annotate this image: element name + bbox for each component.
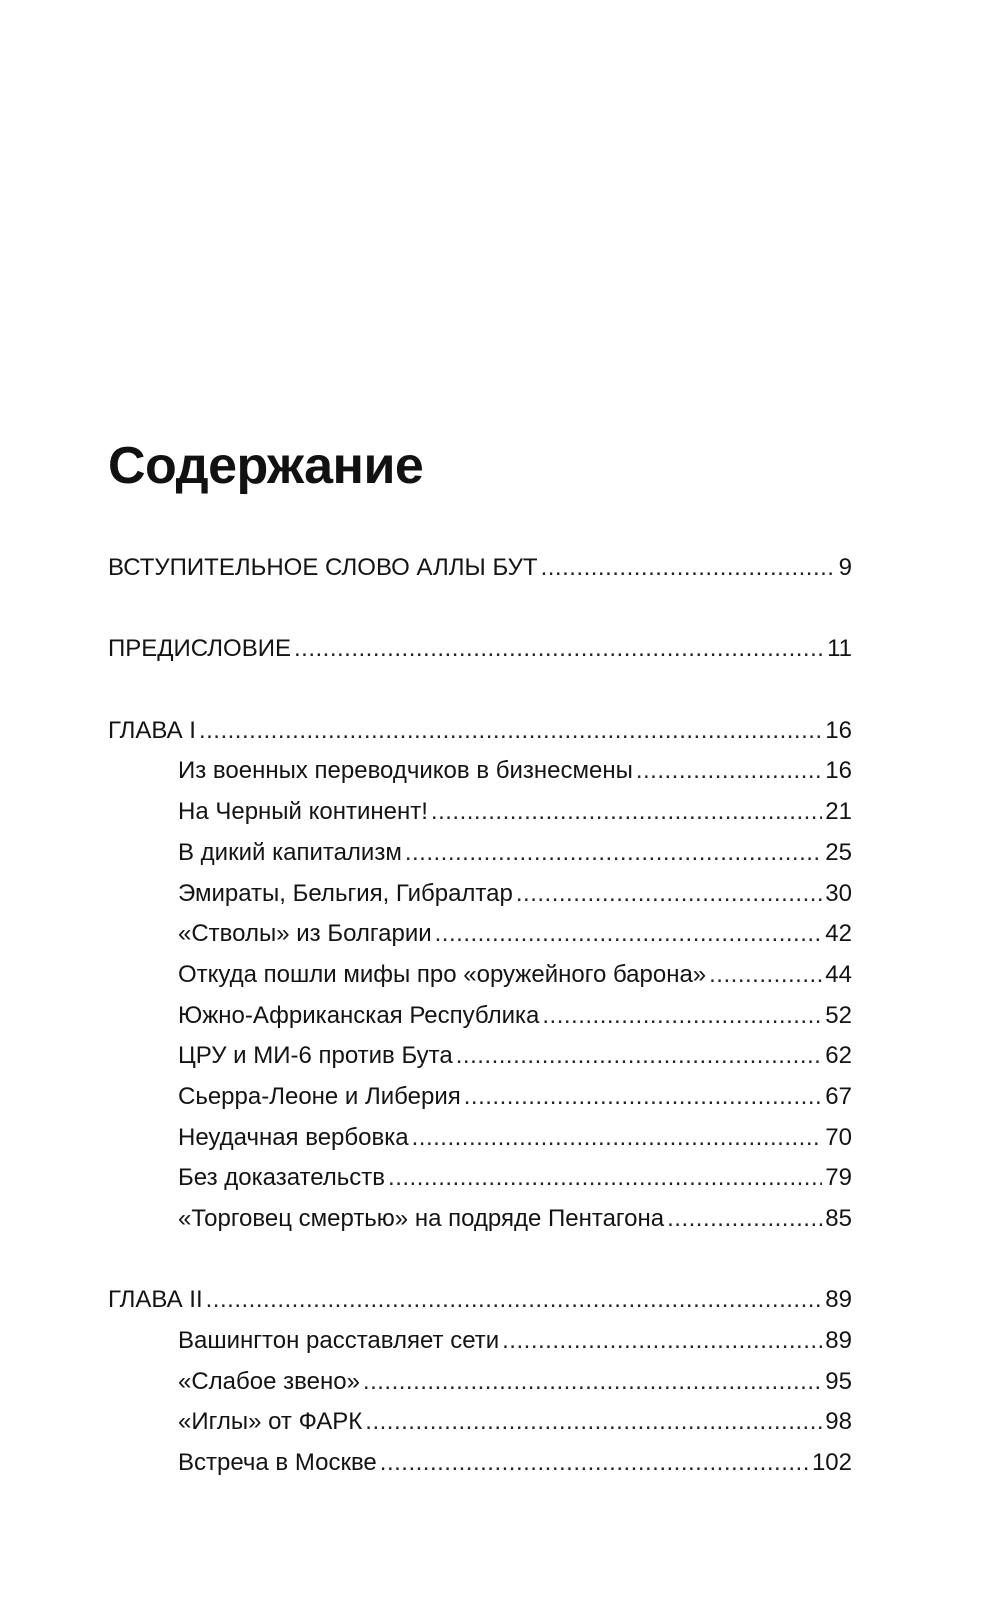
toc-entry-label: «Торговец смертью» на подряде Пентагона <box>178 1205 665 1232</box>
dot-leader <box>709 955 822 996</box>
toc-subentry <box>108 1402 852 1443</box>
dot-leader <box>412 1118 823 1159</box>
toc-subentry <box>108 874 852 915</box>
toc-subentry <box>108 1158 852 1199</box>
dot-leader <box>405 833 822 874</box>
toc-entry-label: Из военных переводчиков в бизнесмены <box>178 757 633 785</box>
toc-entry-label: «Иглы» от ФАРК <box>178 1408 363 1436</box>
dot-leader <box>388 1158 822 1199</box>
toc-entry-label: ВСТУПИТЕЛЬНОЕ СЛОВО АЛЛЫ БУТ <box>108 554 538 581</box>
toc-entry-label: Встреча в Москве <box>178 1449 377 1477</box>
page-title: Содержание <box>108 437 424 495</box>
toc-subentry <box>108 1443 852 1484</box>
toc-subentry <box>108 996 852 1037</box>
toc-page-number: 85 <box>825 1205 852 1232</box>
dot-leader <box>363 1362 822 1403</box>
dot-leader <box>542 996 822 1037</box>
dot-leader <box>431 792 822 833</box>
toc-page-number: 102 <box>811 1449 852 1477</box>
toc-entry-label: «Слабое звено» <box>178 1367 360 1395</box>
toc-subentry <box>108 1077 852 1118</box>
toc-entry-label: В дикий капитализм <box>178 838 402 866</box>
toc-entry-label: Неудачная вербовка <box>178 1123 409 1151</box>
toc-subentry <box>108 914 852 955</box>
toc-page-number: 16 <box>825 716 852 744</box>
toc-entry-label: Без доказательств <box>178 1164 386 1192</box>
dot-leader <box>516 874 822 915</box>
toc-subentry <box>108 833 852 874</box>
toc-page-number: 70 <box>825 1123 852 1151</box>
toc-entry-label: Эмираты, Бельгия, Гибралтар <box>178 879 513 907</box>
table-of-contents <box>108 548 852 1484</box>
toc-page-number: 67 <box>825 1082 852 1110</box>
toc-page-number: 98 <box>825 1408 852 1436</box>
toc-subentry <box>108 1362 852 1403</box>
toc-entry-label: ПРЕДИСЛОВИЕ <box>108 635 291 663</box>
toc-subentry <box>108 1321 852 1362</box>
toc-page-number: 62 <box>825 1042 852 1070</box>
toc-subentry <box>108 955 852 996</box>
dot-leader <box>541 548 836 589</box>
toc-subentry <box>108 1036 852 1077</box>
toc-chapter-entry <box>108 711 852 752</box>
dot-leader <box>456 1036 823 1077</box>
toc-page-number: 44 <box>825 960 852 988</box>
toc-entry <box>108 548 852 589</box>
dot-leader <box>206 1280 823 1321</box>
toc-entry <box>108 629 852 670</box>
dot-leader <box>380 1443 809 1484</box>
toc-page-number: 89 <box>825 1327 852 1355</box>
toc-page-number: 42 <box>825 920 852 948</box>
toc-subentry <box>108 1118 852 1159</box>
toc-page-number: 16 <box>825 757 852 785</box>
toc-page-number: 89 <box>825 1286 852 1314</box>
dot-leader <box>435 914 823 955</box>
toc-entry-label: Откуда пошли мифы про «оружейного барона» <box>178 960 707 988</box>
dot-leader <box>667 1199 822 1240</box>
toc-entry-label: ЦРУ и МИ-6 против Бута <box>178 1042 453 1070</box>
toc-entry-label: На Черный континент! <box>178 798 428 826</box>
toc-entry-label: Южно-Африканская Республика <box>178 1001 540 1029</box>
toc-page-number: 11 <box>827 635 852 663</box>
dot-leader <box>365 1402 822 1443</box>
toc-page-number: 52 <box>825 1001 852 1029</box>
toc-page-number: 95 <box>825 1367 852 1395</box>
toc-entry-label: Сьерра-Леоне и Либерия <box>178 1082 461 1110</box>
toc-entry-label: Вашингтон расставляет сети <box>178 1327 500 1355</box>
toc-entry-label: ГЛАВА II <box>108 1286 203 1314</box>
toc-entry-label: «Стволы» из Болгарии <box>178 920 432 948</box>
dot-leader <box>636 751 822 792</box>
toc-chapter-entry <box>108 1280 852 1321</box>
toc-subentry <box>108 792 852 833</box>
dot-leader <box>502 1321 822 1362</box>
dot-leader <box>464 1077 823 1118</box>
toc-subentry <box>108 751 852 792</box>
dot-leader <box>294 629 824 670</box>
toc-page-number: 21 <box>825 798 852 826</box>
dot-leader <box>199 711 822 752</box>
toc-entry-label: ГЛАВА I <box>108 716 196 744</box>
toc-subentry <box>108 1199 852 1240</box>
toc-page-number: 25 <box>825 838 852 866</box>
toc-page-number: 9 <box>838 554 852 581</box>
toc-page-number: 30 <box>825 879 852 907</box>
toc-page-number: 79 <box>825 1164 852 1192</box>
